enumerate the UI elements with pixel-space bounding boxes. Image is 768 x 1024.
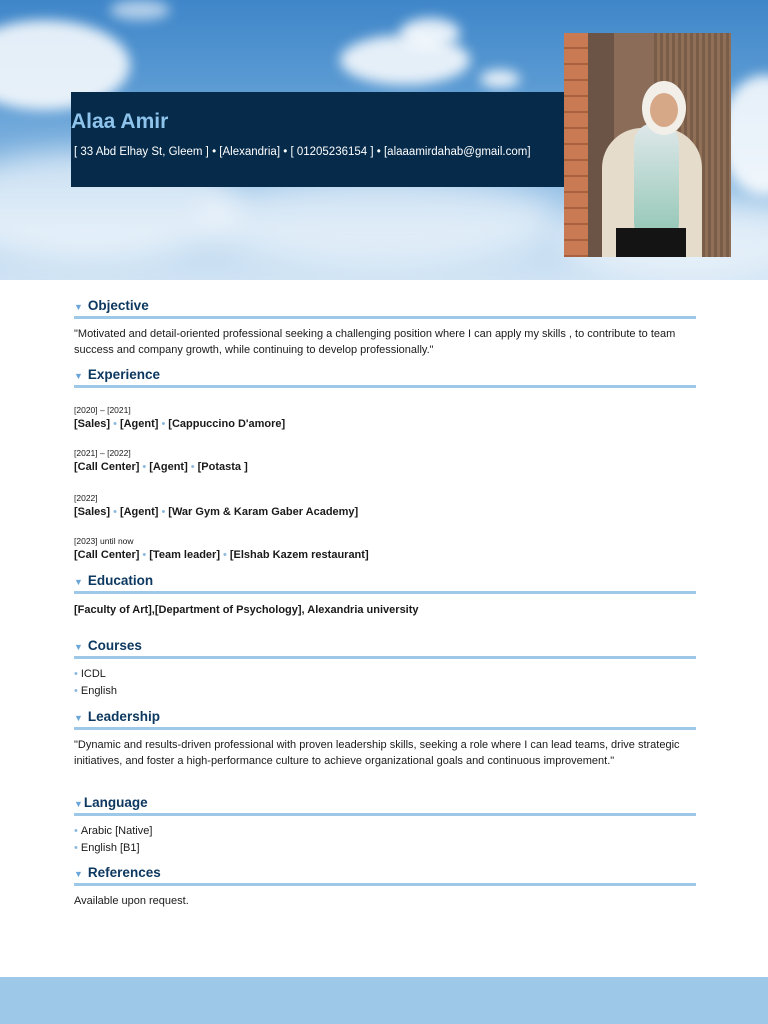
- experience-role: [Call Center] • [Agent] • [Potasta ]: [74, 461, 248, 473]
- experience-dates: [2020] – [2021]: [74, 405, 131, 415]
- language-heading: ▼ Language: [74, 792, 696, 816]
- language-section: [74, 792, 696, 856]
- experience-item: [74, 536, 696, 561]
- list-item: • English [B1]: [74, 841, 140, 854]
- collapse-triangle-icon[interactable]: ▼: [74, 641, 83, 652]
- leadership-heading: ▼ Leadership: [74, 706, 696, 730]
- profile-photo: [564, 33, 731, 257]
- courses-section: [74, 635, 696, 699]
- list-item: • English: [74, 684, 117, 697]
- experience-dates: [2021] – [2022]: [74, 448, 131, 458]
- contact-line: [ 33 Abd Elhay St, Gleem ] • [Alexandria] • [ 01205236154 ] • [alaaamirdahab@gmail.com]: [74, 146, 531, 158]
- leadership-section: [74, 706, 696, 769]
- references-section: [74, 862, 696, 910]
- references-text: Available upon request.: [74, 895, 189, 907]
- references-heading: ▼ References: [74, 862, 696, 886]
- experience-heading: ▼ Experience: [74, 364, 696, 388]
- collapse-triangle-icon[interactable]: ▼: [74, 712, 83, 723]
- objective-section: [74, 295, 696, 358]
- collapse-triangle-icon[interactable]: ▼: [74, 370, 83, 381]
- experience-role: [Sales] • [Agent] • [Cappuccino D'amore]: [74, 418, 286, 430]
- list-item: • Arabic [Native]: [74, 825, 153, 837]
- experience-role: [Call Center] • [Team leader] • [Elshab Kazem restaurant]: [74, 549, 369, 561]
- list-item: • ICDL: [74, 668, 106, 680]
- experience-role: [Sales] • [Agent] • [War Gym & Karam Gaber Academy]: [74, 506, 359, 518]
- education-section: [74, 570, 696, 619]
- collapse-triangle-icon[interactable]: ▼: [74, 301, 83, 312]
- education-text: [Faculty of Art],[Department of Psychology], Alexandria university: [74, 604, 419, 616]
- courses-heading: ▼ Courses: [74, 635, 696, 659]
- experience-item: [74, 448, 696, 473]
- collapse-triangle-icon[interactable]: ▼: [74, 576, 83, 587]
- experience-dates: [2023] until now: [74, 536, 134, 546]
- person-name: Alaa Amir: [71, 110, 169, 133]
- experience-section: [74, 364, 696, 388]
- name-contact-box: [71, 92, 564, 187]
- collapse-triangle-icon[interactable]: ▼: [74, 798, 83, 809]
- experience-dates: [2022]: [74, 493, 98, 503]
- collapse-triangle-icon[interactable]: ▼: [74, 868, 83, 879]
- education-heading: ▼ Education: [74, 570, 696, 594]
- leadership-text: "Dynamic and results-driven professional with proven leadership skills, seeking a role where I can lead teams, drive strategic initiatives, and foster a high-performance culture to achieve organizational goals and continuous improvement.": [74, 739, 680, 767]
- experience-item: [74, 493, 696, 518]
- objective-text: "Motivated and detail-oriented professional seeking a challenging position where I can apply my skills , to contribute to team success and company growth, while continuing to develop professionally.": [74, 328, 676, 356]
- footer-bar: [0, 977, 768, 1024]
- experience-item: [74, 405, 696, 430]
- objective-heading: ▼ Objective: [74, 295, 696, 319]
